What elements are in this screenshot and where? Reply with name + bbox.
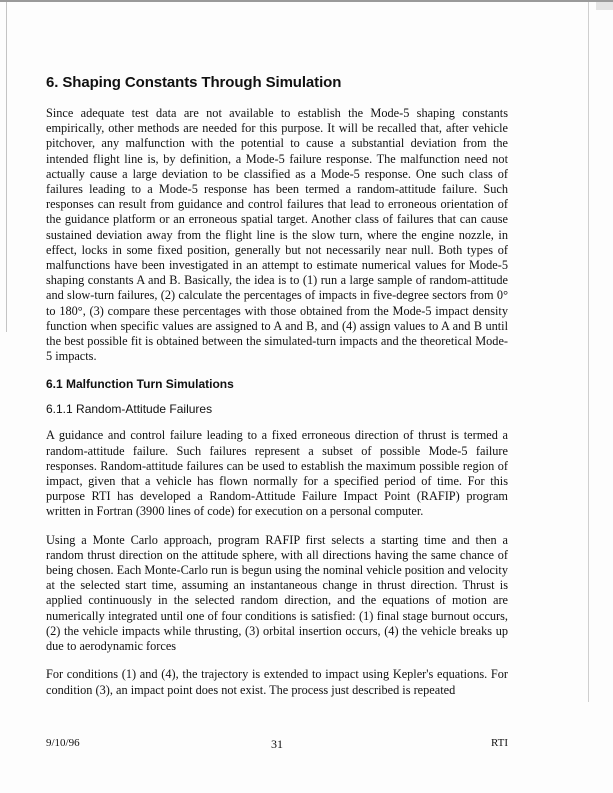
scan-edge-right: [588, 2, 589, 702]
page-number: 31: [271, 737, 283, 751]
page-footer: [46, 737, 508, 753]
scan-corner-shadow: [596, 2, 613, 10]
subsection-heading: 6.1 Malfunction Turn Simulations: [46, 377, 234, 392]
conditions-paragraph: For conditions (1) and (4), the trajectory is extended to impact using Kepler's equations. For condition (3), an impact point does not exist. The process just described is repeated: [46, 667, 508, 697]
footer-date: 9/10/96: [46, 737, 80, 749]
section-heading: 6. Shaping Constants Through Simulation: [46, 74, 342, 91]
page-body: [46, 74, 508, 711]
monte-carlo-paragraph: Using a Monte Carlo approach, program RAFIP first selects a starting time and then a random thrust direction on the attitude sphere, with all directions having the same chance of being chosen. Each Monte-Carlo run is begun using the nominal vehicle position and velocity at the selected start time, assuming an instantaneous change in thrust direction. Thrust is applied continuously in the selected random direction, and the equations of motion are numerically integrated until one of four conditions is satisfied: (1) final stage burnout occurs, (2) the vehicle impacts while thrusting, (3) orbital insertion occurs, (4) the vehicle breaks up due to aerodynamic forces: [46, 532, 508, 654]
intro-paragraph: Since adequate test data are not available to establish the Mode-5 shaping constants empirically, other methods are needed for this purpose. It will be recalled that, after vehicle pitchover, any malfunction with the potential to cause a substantial deviation from the intended flight line is, by definition, a Mode-5 failure response. The malfunction need not actually cause a large deviation to be classified as a Mode-5 response. One such class of failures leading to a Mode-5 response has been termed a random-attitude failure. Such responses can result from guidance and control failures that lead to erroneous orientation of the guidance platform or an erroneous spatial target. Another class of failures that can cause sustained deviation away from the flight line is the slow turn, where the engine nozzle, in effect, locks in some fixed position, generally but not necessarily near null. Both types of malfunctions have been investigated in an attempt to estimate numerical values for Mode-5 shaping constants A and B. Basically, the idea is to (1) run a large sample of random-attitude and slow-turn failures, (2) calculate the percentages of impacts in five-degree sectors from 0° to 180°, (3) compare these percentages with those obtained from the Mode-5 impact density function when specific values are assigned to A and B, and (4) assign values to A and B until the best possible fit is obtained between the simulated-turn impacts and the theoretical Mode-5 impacts.: [46, 106, 508, 364]
random-attitude-paragraph: A guidance and control failure leading to a fixed erroneous direction of thrust is termed a random-attitude failure. Such failures represent a subset of possible Mode-5 failure responses. Random-attitude failures can be used to establish the maximum possible region of impact, given that a vehicle has flown normally for a specified period of time. For this purpose RTI has developed a Random-Attitude Failure Impact Point (RAFIP) program written in Fortran (3900 lines of code) for execution on a personal computer.: [46, 428, 508, 519]
scan-edge-top: [0, 0, 613, 2]
subsubsection-heading: 6.1.1 Random-Attitude Failures: [46, 402, 213, 417]
scan-edge-left: [6, 2, 7, 332]
footer-organization: RTI: [490, 737, 508, 749]
